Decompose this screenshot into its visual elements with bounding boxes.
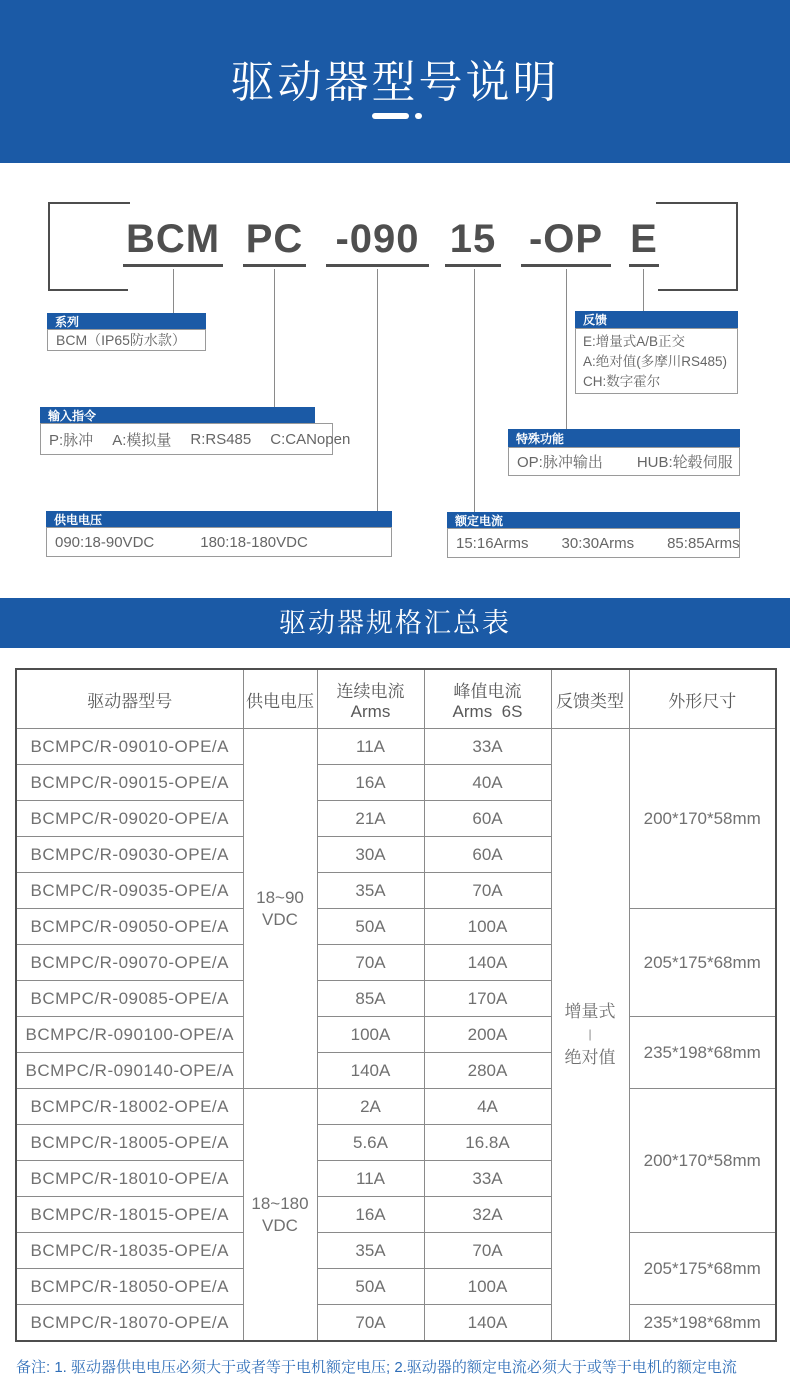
continuous-current-cell: 35A [317, 1233, 424, 1269]
page-title: 驱动器型号说明 [230, 58, 560, 107]
dimension-cell: 205*175*68mm [629, 1233, 776, 1305]
spec-table-row [16, 1233, 776, 1269]
connector-current [474, 269, 475, 512]
supply-voltage-option: 180:18-180VDC [200, 533, 308, 551]
model-cell: BCMPC/R-18070-OPE/A [16, 1305, 243, 1342]
spec-table-body [16, 729, 776, 1342]
feedback-option: A:绝对值(多摩川RS485) [583, 354, 728, 369]
feedback-line: 绝对值 [564, 1048, 616, 1067]
dimension-cell: 235*198*68mm [629, 1305, 776, 1342]
peak-current-cell: 16.8A [424, 1125, 551, 1161]
peak-current-cell: 40A [424, 765, 551, 801]
spec-table-row [16, 1305, 776, 1342]
footnote: 备注: 1. 驱动器供电电压必须大于或者等于电机额定电压; 2.驱动器的额定电流必须大于或等于电机的额定电流 [16, 1359, 737, 1376]
model-cell: BCMPC/R-09010-OPE/A [16, 729, 243, 765]
continuous-current-cell: 30A [317, 837, 424, 873]
input-option: C:CANopen [270, 430, 351, 448]
peak-current-cell: 100A [424, 909, 551, 945]
model-cell: BCMPC/R-09070-OPE/A [16, 945, 243, 981]
col-header-voltage [243, 669, 317, 729]
model-cell: BCMPC/R-090140-OPE/A [16, 1053, 243, 1089]
peak-current-cell: 33A [424, 1161, 551, 1197]
model-cell: BCMPC/R-09030-OPE/A [16, 837, 243, 873]
supply-voltage-callout-values [46, 527, 392, 557]
bracket-left-side [48, 202, 50, 291]
rated-current-callout-title: 额定电流 [447, 512, 740, 528]
supply-voltage-callout-title: 供电电压 [46, 511, 392, 527]
voltage-line: VDC [262, 1215, 298, 1235]
feedback-option: CH:数字霍尔 [583, 374, 661, 389]
dimension-cell: 200*170*58mm [629, 1089, 776, 1233]
model-cell: BCMPC/R-09035-OPE/A [16, 873, 243, 909]
model-segment-voltage: -090 [326, 214, 429, 267]
continuous-current-cell: 2A [317, 1089, 424, 1125]
peak-current-cell: 32A [424, 1197, 551, 1233]
continuous-current-cell: 21A [317, 801, 424, 837]
model-cell: BCMPC/R-18050-OPE/A [16, 1269, 243, 1305]
col-header-continuous-current [317, 669, 424, 729]
continuous-current-cell: 70A [317, 1305, 424, 1342]
voltage-cell [243, 1089, 317, 1342]
input-option: P:脉冲 [49, 431, 94, 449]
spec-table-band [0, 598, 790, 648]
series-callout-value: BCM（IP65防水款） [47, 329, 206, 351]
input-command-callout-values [40, 423, 351, 455]
voltage-line: VDC [262, 909, 298, 929]
model-cell: BCMPC/R-09085-OPE/A [16, 981, 243, 1017]
title-underline-dot [415, 113, 422, 119]
continuous-current-cell: 50A [317, 909, 424, 945]
model-cell: BCMPC/R-18010-OPE/A [16, 1161, 243, 1197]
continuous-current-cell: 35A [317, 873, 424, 909]
col-header-feedback [551, 669, 629, 729]
top-banner [0, 0, 790, 163]
dimension-cell: 235*198*68mm [629, 1017, 776, 1089]
col-header-dimensions [629, 669, 776, 729]
dimension-cell: 205*175*68mm [629, 909, 776, 1017]
spec-table-title: 驱动器规格汇总表 [279, 608, 511, 638]
special-function-option: HUB:轮毂伺服 [636, 454, 733, 471]
peak-current-cell: 280A [424, 1053, 551, 1089]
voltage-line: 18~180 [251, 1193, 309, 1213]
col-header-label: 供电电压 [246, 691, 314, 711]
spec-table-row [16, 909, 776, 945]
supply-voltage-option: 090:18-90VDC [55, 533, 155, 551]
spec-table [15, 668, 777, 1342]
peak-current-cell: 170A [424, 981, 551, 1017]
rated-current-option: 30:30Arms [561, 534, 635, 552]
peak-current-cell: 4A [424, 1089, 551, 1125]
spec-table-header-row [16, 669, 776, 729]
model-cell: BCMPC/R-09020-OPE/A [16, 801, 243, 837]
model-cell: BCMPC/R-18015-OPE/A [16, 1197, 243, 1233]
feedback-line: | [588, 1027, 592, 1041]
bracket-left-top [48, 202, 130, 204]
model-cell: BCMPC/R-18035-OPE/A [16, 1233, 243, 1269]
feedback-callout-values [575, 328, 738, 394]
col-header-sublabel: Arms 6S [452, 701, 523, 721]
peak-current-cell: 70A [424, 873, 551, 909]
peak-current-cell: 140A [424, 1305, 551, 1342]
connector-special [566, 269, 567, 429]
feedback-callout-title: 反馈 [575, 311, 738, 328]
input-option: R:RS485 [190, 430, 252, 448]
rated-current-option: 85:85Arms [667, 534, 740, 552]
series-callout-title: 系列 [47, 313, 206, 329]
col-header-peak-current [424, 669, 551, 729]
model-segment-series: BCM [123, 214, 223, 267]
continuous-current-cell: 11A [317, 729, 424, 765]
connector-input [274, 269, 275, 407]
col-header-label: 反馈类型 [556, 691, 624, 711]
continuous-current-cell: 11A [317, 1161, 424, 1197]
voltage-cell [243, 729, 317, 1089]
bracket-right-side [736, 202, 738, 291]
rated-current-option: 15:16Arms [456, 534, 529, 552]
continuous-current-cell: 140A [317, 1053, 424, 1089]
col-header-sublabel: Arms [350, 701, 391, 721]
connector-feedback [643, 269, 644, 311]
continuous-current-cell: 100A [317, 1017, 424, 1053]
model-cell: BCMPC/R-090100-OPE/A [16, 1017, 243, 1053]
col-header-label: 峰值电流 [453, 681, 522, 701]
model-segment-special: -OP [521, 214, 611, 267]
continuous-current-cell: 85A [317, 981, 424, 1017]
model-segment-current: 15 [445, 214, 501, 267]
voltage-line: 18~90 [256, 887, 304, 907]
feedback-line: 增量式 [564, 1002, 616, 1021]
special-function-callout-values [508, 447, 740, 476]
continuous-current-cell: 16A [317, 1197, 424, 1233]
continuous-current-cell: 5.6A [317, 1125, 424, 1161]
feedback-cell [551, 729, 629, 1342]
bracket-right-bottom [658, 289, 738, 291]
continuous-current-cell: 16A [317, 765, 424, 801]
model-cell: BCMPC/R-18002-OPE/A [16, 1089, 243, 1125]
model-cell: BCMPC/R-09015-OPE/A [16, 765, 243, 801]
rated-current-callout-values [447, 528, 740, 558]
input-option: A:模拟量 [112, 431, 172, 449]
col-header-label: 连续电流 [336, 681, 405, 701]
title-underline-dash [372, 113, 409, 119]
bracket-right-top [656, 202, 738, 204]
dimension-cell: 200*170*58mm [629, 729, 776, 909]
peak-current-cell: 33A [424, 729, 551, 765]
col-header-model [16, 669, 243, 729]
continuous-current-cell: 70A [317, 945, 424, 981]
connector-series [173, 269, 174, 313]
col-header-label: 驱动器型号 [87, 691, 173, 711]
connector-voltage [377, 269, 378, 511]
peak-current-cell: 70A [424, 1233, 551, 1269]
bracket-left-bottom [48, 289, 128, 291]
model-cell: BCMPC/R-09050-OPE/A [16, 909, 243, 945]
spec-table-row [16, 729, 776, 765]
model-segment-feedback: E [629, 214, 659, 267]
peak-current-cell: 60A [424, 837, 551, 873]
peak-current-cell: 140A [424, 945, 551, 981]
col-header-label: 外形尺寸 [668, 691, 737, 711]
special-function-callout-title: 特殊功能 [508, 429, 740, 447]
model-segment-input: PC [243, 214, 306, 267]
spec-table-row [16, 1089, 776, 1125]
spec-table-row [16, 1017, 776, 1053]
input-command-callout-title: 输入指令 [40, 407, 315, 423]
peak-current-cell: 200A [424, 1017, 551, 1053]
special-function-option: OP:脉冲输出 [517, 454, 603, 471]
peak-current-cell: 100A [424, 1269, 551, 1305]
feedback-option: E:增量式A/B正交 [583, 334, 686, 349]
model-cell: BCMPC/R-18005-OPE/A [16, 1125, 243, 1161]
continuous-current-cell: 50A [317, 1269, 424, 1305]
peak-current-cell: 60A [424, 801, 551, 837]
